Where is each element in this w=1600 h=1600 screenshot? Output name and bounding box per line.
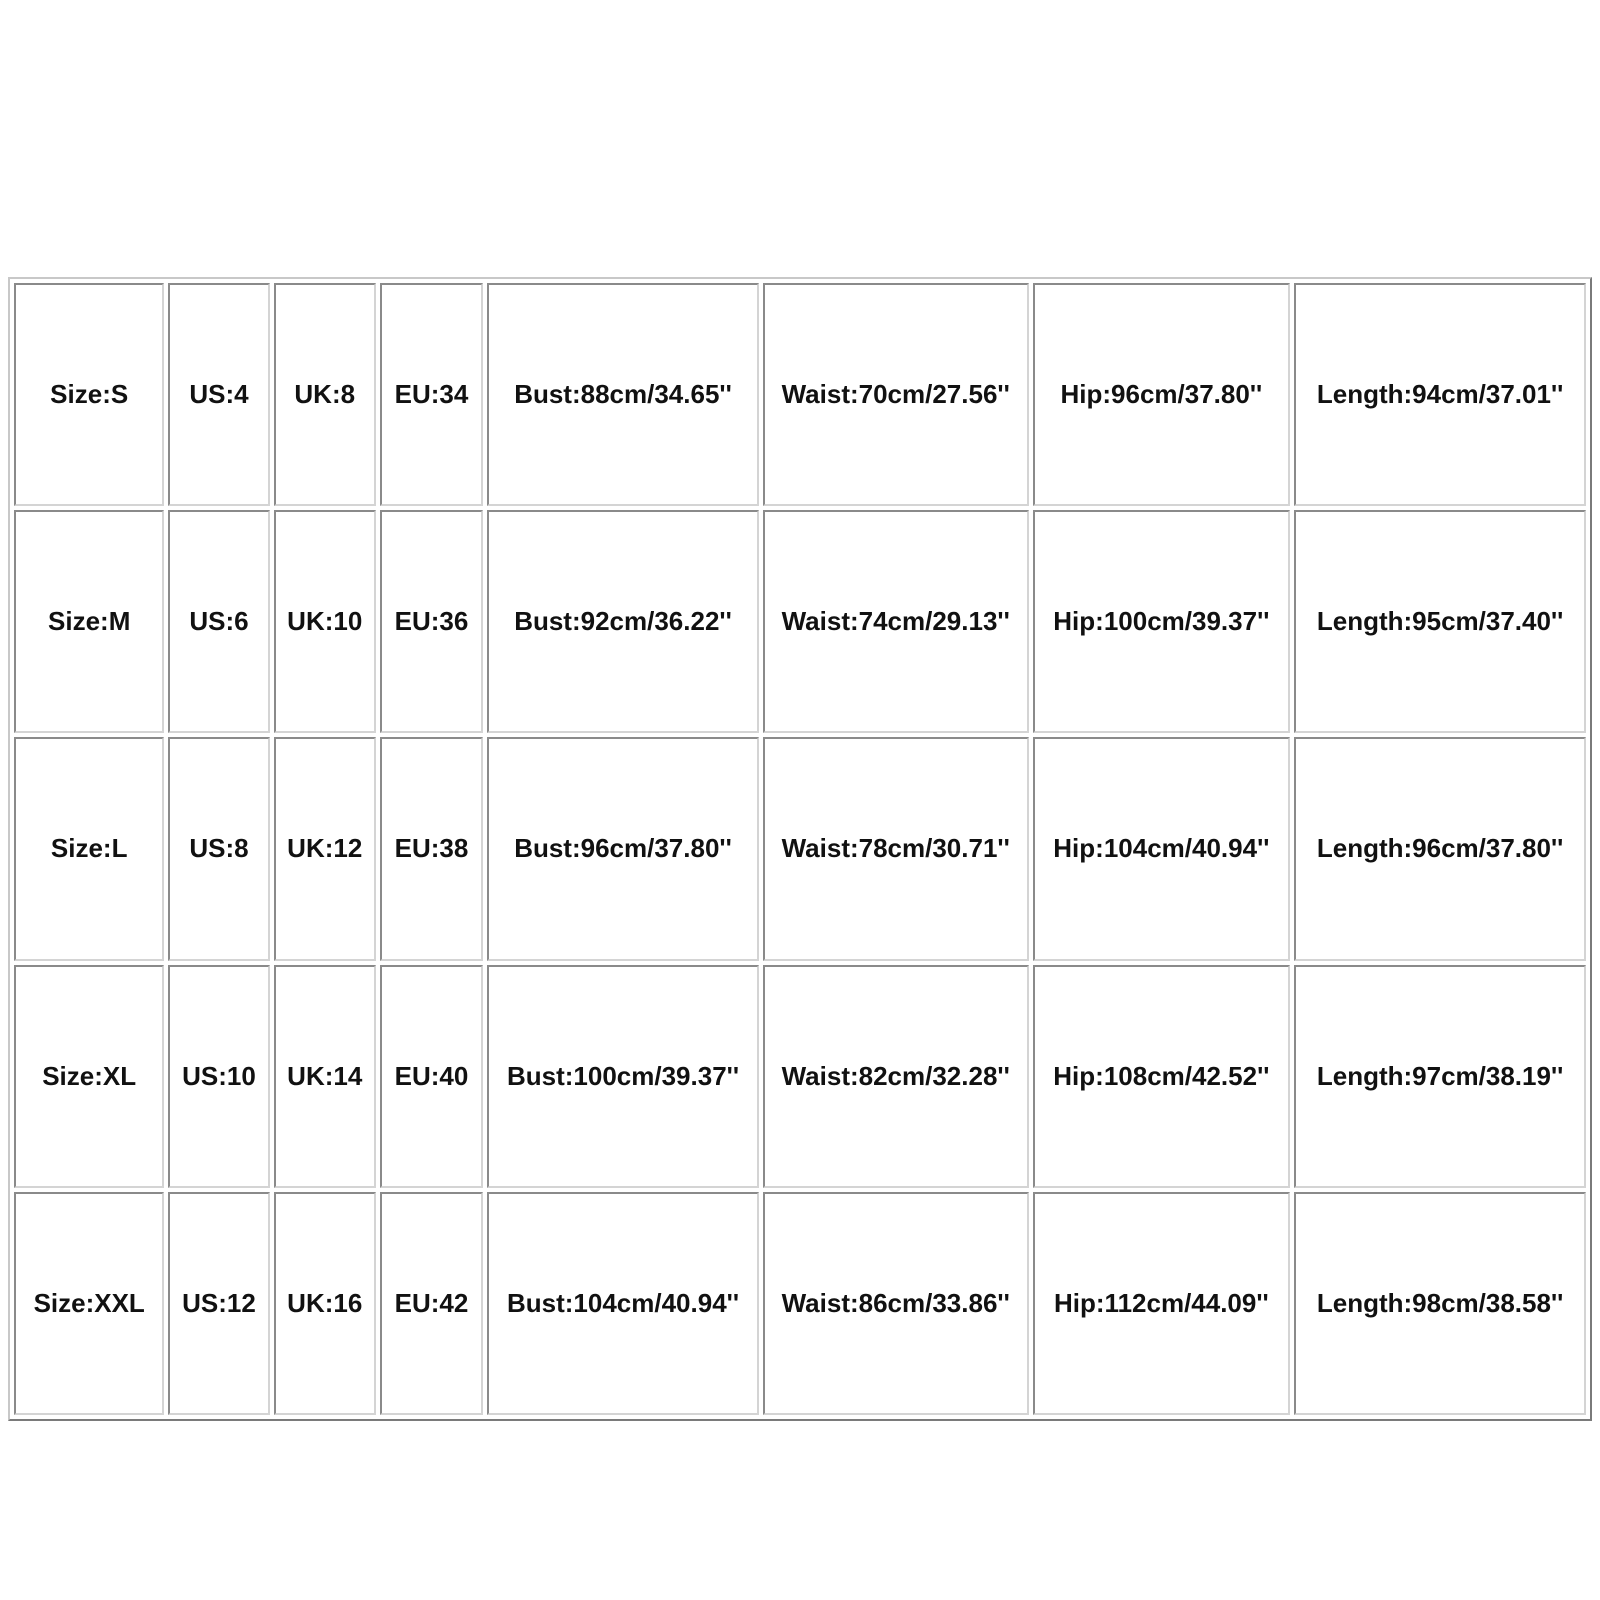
size-cell: Size:L — [14, 737, 164, 960]
eu-size-cell: EU:34 — [380, 283, 483, 506]
uk-size-cell: UK:10 — [274, 510, 376, 733]
size-cell: Size:S — [14, 283, 164, 506]
bust-cell: Bust:92cm/36.22'' — [487, 510, 759, 733]
eu-size-cell: EU:42 — [380, 1192, 483, 1415]
uk-size-cell: UK:14 — [274, 965, 376, 1188]
size-row-xl — [14, 965, 1586, 1188]
size-row-m — [14, 510, 1586, 733]
uk-size-cell: UK:16 — [274, 1192, 376, 1415]
us-size-cell: US:10 — [168, 965, 269, 1188]
size-cell: Size:XXL — [14, 1192, 164, 1415]
length-cell: Length:95cm/37.40'' — [1294, 510, 1586, 733]
size-chart-table — [8, 277, 1592, 1421]
length-cell: Length:97cm/38.19'' — [1294, 965, 1586, 1188]
eu-size-cell: EU:40 — [380, 965, 483, 1188]
length-cell: Length:94cm/37.01'' — [1294, 283, 1586, 506]
uk-size-cell: UK:8 — [274, 283, 376, 506]
waist-cell: Waist:86cm/33.86'' — [763, 1192, 1029, 1415]
bust-cell: Bust:100cm/39.37'' — [487, 965, 759, 1188]
bust-cell: Bust:96cm/37.80'' — [487, 737, 759, 960]
bust-cell: Bust:88cm/34.65'' — [487, 283, 759, 506]
length-cell: Length:96cm/37.80'' — [1294, 737, 1586, 960]
uk-size-cell: UK:12 — [274, 737, 376, 960]
bust-cell: Bust:104cm/40.94'' — [487, 1192, 759, 1415]
size-cell: Size:XL — [14, 965, 164, 1188]
us-size-cell: US:12 — [168, 1192, 269, 1415]
us-size-cell: US:6 — [168, 510, 269, 733]
size-cell: Size:M — [14, 510, 164, 733]
hip-cell: Hip:100cm/39.37'' — [1033, 510, 1291, 733]
us-size-cell: US:4 — [168, 283, 269, 506]
waist-cell: Waist:78cm/30.71'' — [763, 737, 1029, 960]
hip-cell: Hip:96cm/37.80'' — [1033, 283, 1291, 506]
hip-cell: Hip:108cm/42.52'' — [1033, 965, 1291, 1188]
waist-cell: Waist:74cm/29.13'' — [763, 510, 1029, 733]
length-cell: Length:98cm/38.58'' — [1294, 1192, 1586, 1415]
waist-cell: Waist:70cm/27.56'' — [763, 283, 1029, 506]
us-size-cell: US:8 — [168, 737, 269, 960]
size-row-s — [14, 283, 1586, 506]
waist-cell: Waist:82cm/32.28'' — [763, 965, 1029, 1188]
size-row-l — [14, 737, 1586, 960]
hip-cell: Hip:104cm/40.94'' — [1033, 737, 1291, 960]
eu-size-cell: EU:36 — [380, 510, 483, 733]
size-row-xxl — [14, 1192, 1586, 1415]
hip-cell: Hip:112cm/44.09'' — [1033, 1192, 1291, 1415]
eu-size-cell: EU:38 — [380, 737, 483, 960]
